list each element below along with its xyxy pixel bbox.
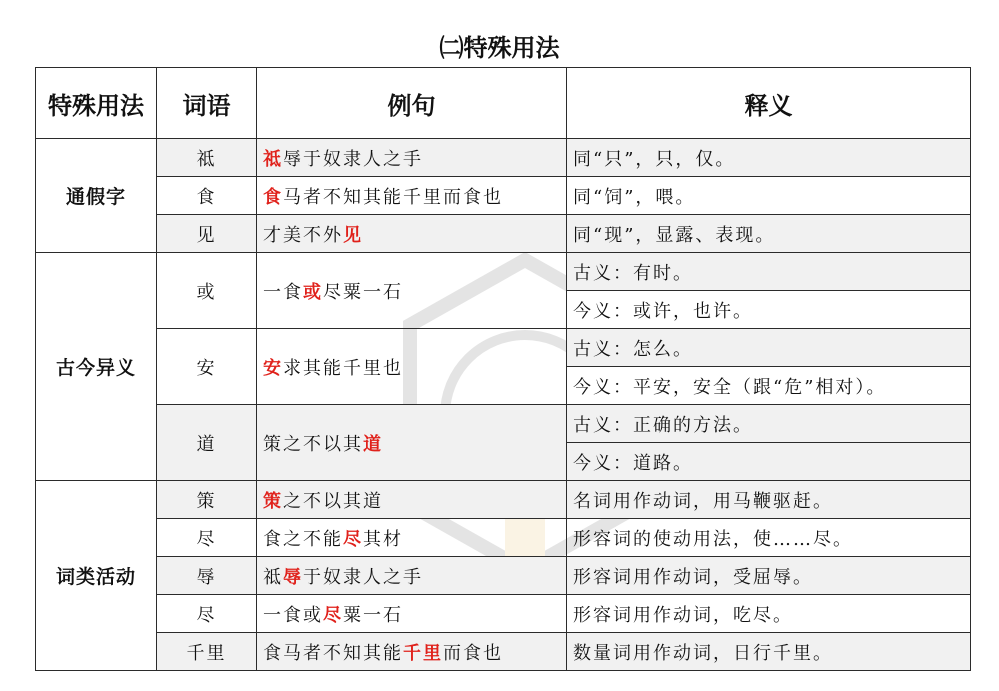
word-cell: 或 bbox=[157, 253, 257, 329]
meaning-cell: 古义：有时。 bbox=[567, 253, 971, 291]
example-text: 马者不知其能千里而食也 bbox=[283, 186, 503, 208]
category-cell: 通假字 bbox=[36, 139, 157, 253]
example-text: 才美不外 bbox=[263, 224, 343, 246]
highlight-text: 安 bbox=[263, 357, 283, 379]
special-usage-table bbox=[35, 67, 971, 671]
table-row bbox=[36, 633, 971, 671]
table-row bbox=[36, 139, 971, 177]
highlight-text: 策 bbox=[263, 490, 283, 512]
example-cell bbox=[257, 595, 567, 633]
meaning-cell: 形容词的使动用法，使……尽。 bbox=[567, 519, 971, 557]
word-cell: 策 bbox=[157, 481, 257, 519]
word-cell: 千里 bbox=[157, 633, 257, 671]
word-cell: 食 bbox=[157, 177, 257, 215]
word-cell: 见 bbox=[157, 215, 257, 253]
example-text: 一食或 bbox=[263, 604, 323, 626]
highlight-text: 尽 bbox=[323, 604, 343, 626]
category-cell: 古今异义 bbox=[36, 253, 157, 481]
example-text: 食之不能 bbox=[263, 528, 343, 550]
category-cell: 词类活动 bbox=[36, 481, 157, 671]
meaning-cell: 同“只”，只，仅。 bbox=[567, 139, 971, 177]
example-cell bbox=[257, 253, 567, 329]
header-usage: 特殊用法 bbox=[36, 68, 157, 139]
example-cell bbox=[257, 177, 567, 215]
page-title: ㈡特殊用法 bbox=[439, 34, 560, 62]
table-row bbox=[36, 481, 971, 519]
meaning-cell: 形容词用作动词，吃尽。 bbox=[567, 595, 971, 633]
table-row bbox=[36, 329, 971, 367]
table-row bbox=[36, 215, 971, 253]
highlight-text: 千里 bbox=[403, 642, 443, 664]
word-cell: 祗 bbox=[157, 139, 257, 177]
example-text: 辱于奴隶人之手 bbox=[283, 148, 423, 170]
highlight-text: 尽 bbox=[343, 528, 363, 550]
meaning-cell: 同“现”，显露、表现。 bbox=[567, 215, 971, 253]
word-cell: 尽 bbox=[157, 595, 257, 633]
example-cell bbox=[257, 519, 567, 557]
table-row bbox=[36, 405, 971, 443]
table-row bbox=[36, 595, 971, 633]
word-cell: 尽 bbox=[157, 519, 257, 557]
example-text: 一食 bbox=[263, 281, 303, 303]
example-text: 粟一石 bbox=[343, 604, 403, 626]
example-text: 尽粟一石 bbox=[323, 281, 403, 303]
example-text: 食马者不知其能 bbox=[263, 642, 403, 664]
example-cell bbox=[257, 633, 567, 671]
highlight-text: 道 bbox=[363, 433, 383, 455]
table-row bbox=[36, 557, 971, 595]
word-cell: 安 bbox=[157, 329, 257, 405]
table-row bbox=[36, 177, 971, 215]
example-text: 而食也 bbox=[443, 642, 503, 664]
word-cell: 道 bbox=[157, 405, 257, 481]
meaning-cell: 名词用作动词，用马鞭驱赶。 bbox=[567, 481, 971, 519]
meaning-cell: 今义：或许，也许。 bbox=[567, 291, 971, 329]
highlight-text: 祗 bbox=[263, 148, 283, 170]
header-example: 例句 bbox=[257, 68, 567, 139]
example-text: 祗 bbox=[263, 566, 283, 588]
example-cell bbox=[257, 215, 567, 253]
meaning-cell: 古义：怎么。 bbox=[567, 329, 971, 367]
example-text: 其材 bbox=[363, 528, 403, 550]
highlight-text: 食 bbox=[263, 186, 283, 208]
example-text: 于奴隶人之手 bbox=[303, 566, 423, 588]
header-word: 词语 bbox=[157, 68, 257, 139]
example-cell bbox=[257, 557, 567, 595]
meaning-cell: 今义：道路。 bbox=[567, 443, 971, 481]
example-text: 之不以其道 bbox=[283, 490, 383, 512]
header-row bbox=[36, 68, 971, 139]
table-row bbox=[36, 253, 971, 291]
meaning-cell: 古义：正确的方法。 bbox=[567, 405, 971, 443]
example-cell bbox=[257, 481, 567, 519]
example-cell bbox=[257, 329, 567, 405]
example-cell bbox=[257, 139, 567, 177]
example-text: 策之不以其 bbox=[263, 433, 363, 455]
highlight-text: 或 bbox=[303, 281, 323, 303]
meaning-cell: 形容词用作动词，受屈辱。 bbox=[567, 557, 971, 595]
header-meaning: 释义 bbox=[567, 68, 971, 139]
table-row bbox=[36, 519, 971, 557]
meaning-cell: 数量词用作动词，日行千里。 bbox=[567, 633, 971, 671]
meaning-cell: 今义：平安，安全（跟“危”相对）。 bbox=[567, 367, 971, 405]
example-text: 求其能千里也 bbox=[283, 357, 403, 379]
word-cell: 辱 bbox=[157, 557, 257, 595]
highlight-text: 见 bbox=[343, 224, 363, 246]
meaning-cell: 同“饲”，喂。 bbox=[567, 177, 971, 215]
example-cell bbox=[257, 405, 567, 481]
highlight-text: 辱 bbox=[283, 566, 303, 588]
